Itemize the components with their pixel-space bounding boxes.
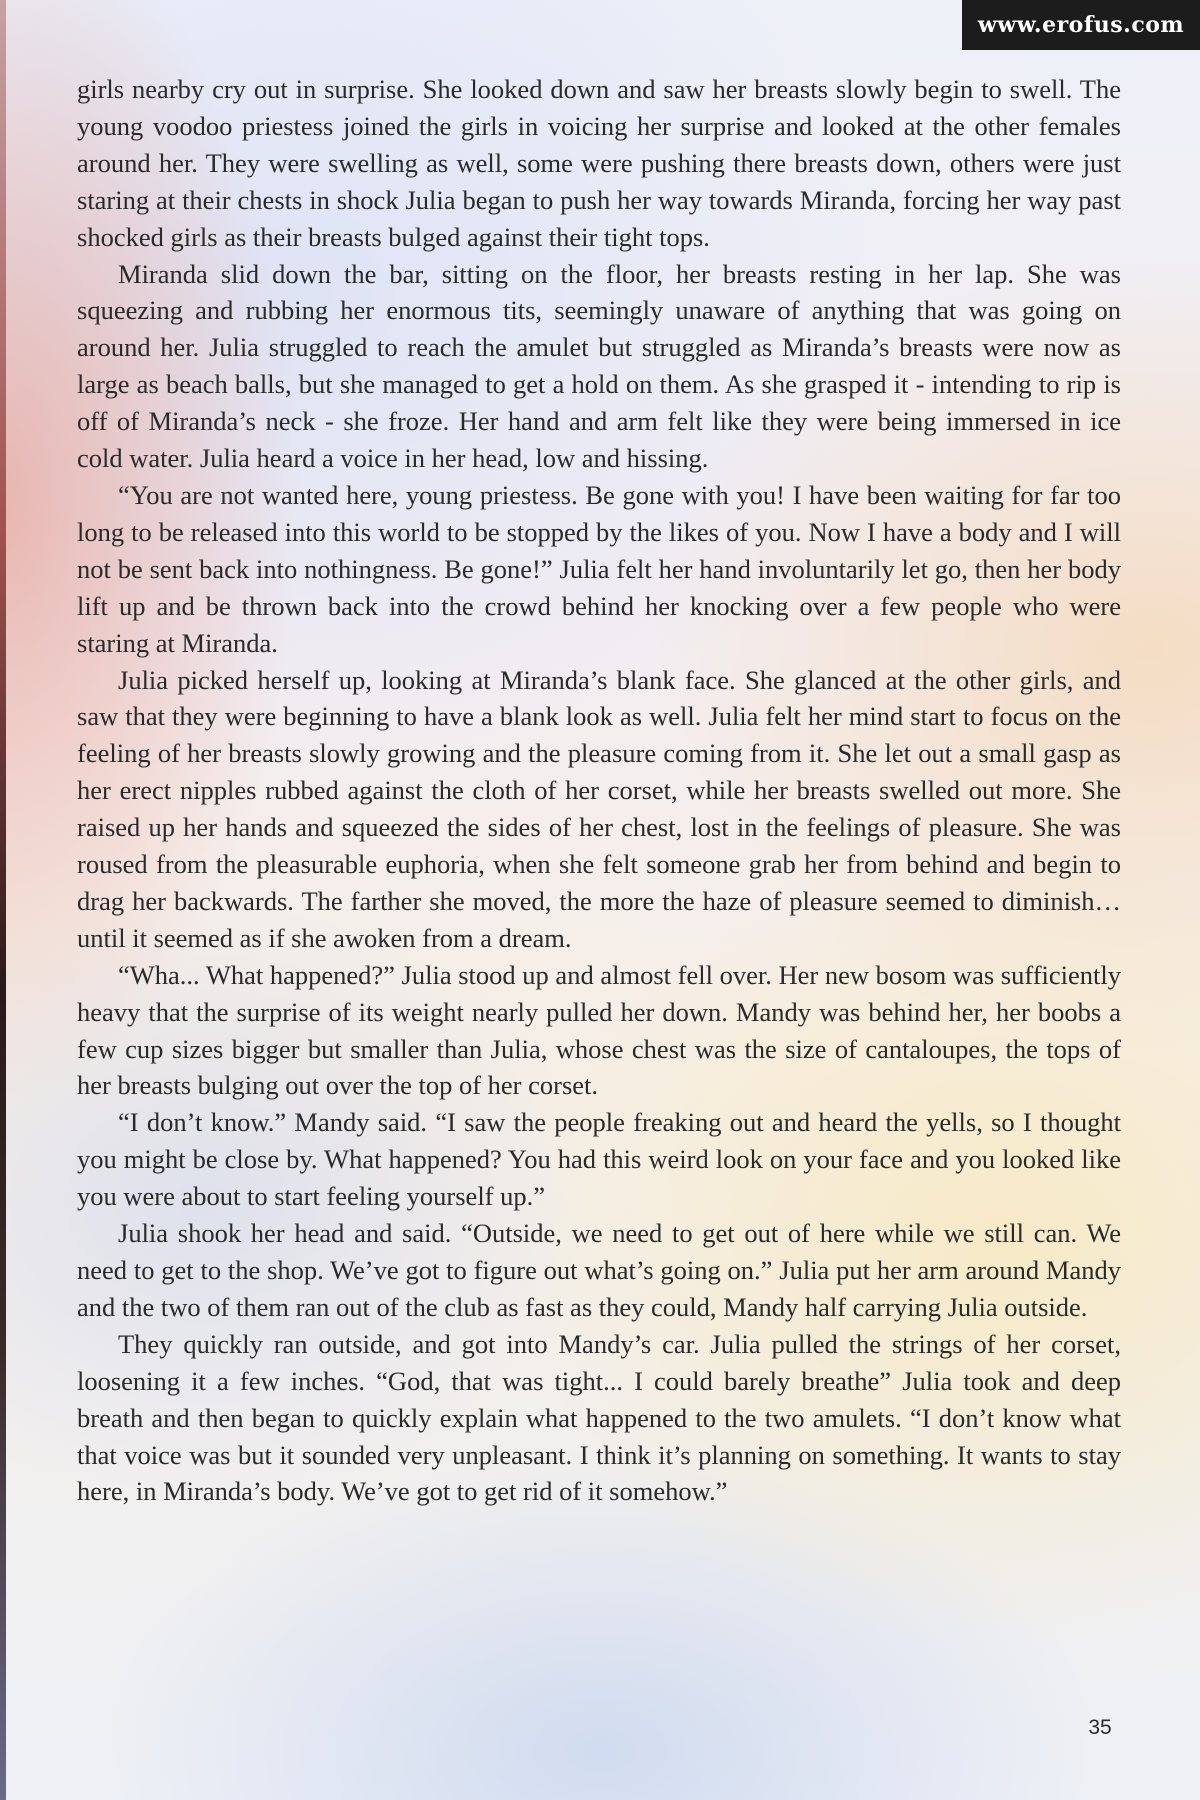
watermark-label: www.erofus.com xyxy=(962,0,1200,50)
page-number: 35 xyxy=(1088,1716,1112,1739)
paragraph-7: Julia shook her head and said. “Outside, we need to get out of here while we still can. We need to get to the shop. We’ve got to figure out what’s going on.” Julia put her arm around Mandy and the two of them ran out of the club as fast as they could, Mandy half carrying Julia outside. xyxy=(77,1218,1121,1322)
paragraph-2: Miranda slid down the bar, sitting on the floor, her breasts resting in her lap. She was squeezing and rubbing her enormous tits, seemingly unaware of anything that was going on around her. Julia struggled to reach the amulet but struggled as Miranda’s breasts were now as large as beach balls, but she managed to get a hold on them. As she grasped it - intending to rip is off of Miranda’s neck - she froze. Her hand and arm felt like they were being immersed in ice cold water. Julia heard a voice in her head, low and hissing. xyxy=(77,258,1121,474)
paragraph-3: “You are not wanted here, young priestess. Be gone with you! I have been waiting for far too long to be released into this world to be stopped by the likes of you. Now I have a body and I will not be sent back into nothingness. Be gone!” Julia felt her hand involuntarily let go, then her body lift up and be thrown back into the crowd behind her knocking over a few people who were staring at Miranda. xyxy=(77,479,1121,658)
paragraph-6: “I don’t know.” Mandy said. “I saw the people freaking out and heard the yells, so I thought you might be close by. What happened? You had this weird look on your face and you looked like you were about to start feeling yourself up.” xyxy=(77,1107,1121,1212)
paragraph-8: They quickly ran outside, and got into Mandy’s car. Julia pulled the strings of her corset, loosening it a few inches. “God, that was tight... I could barely breathe” Julia took and deep breath and then began to quickly explain what happened to the two amulets. “I don’t know what that voice was but it sounded very unpleasant. I think it’s planning on something. It wants to stay here, in Miranda’s body. We’ve got to get rid of it somehow.” xyxy=(77,1328,1121,1507)
paragraph-4: Julia picked herself up, looking at Miranda’s blank face. She glanced at the other girls, and saw that they were beginning to have a blank look as well. Julia felt her mind start to focus on the feeling of her breasts slowly growing and the pleasure coming from it. She let out a small gasp as her erect nipples rubbed against the cloth of her corset, while her breasts swelled out more. She raised up her hands and squeezed the sides of her chest, lost in the feelings of pleasure. She was roused from the pleasurable euphoria, when she felt someone grab her from behind and begin to drag her backwards. The farther she moved, the more the haze of pleasure seemed to diminish… until it seemed as if she awoken from a dream. xyxy=(77,664,1121,953)
paragraph-1: girls nearby cry out in surprise. She looked down and saw her breasts slowly begin to swell. The young voodoo priestess joined the girls in voicing her surprise and looked at the other females around her. They were swelling as well, some were pushing there breasts down, others were just staring at their chests in shock Julia began to push her way towards Miranda, forcing her way past shocked girls as their breasts bulged against their tight tops. xyxy=(77,74,1121,252)
story-text-block xyxy=(77,71,1121,1510)
page-edge-decoration xyxy=(0,0,6,1800)
paragraph-5: “Wha... What happened?” Julia stood up and almost fell over. Her new bosom was sufficiently heavy that the surprise of its weight nearly pulled her down. Mandy was behind her, her boobs a few cup sizes bigger but smaller than Julia, whose chest was the size of cantaloupes, the tops of her breasts bulging out over the top of her corset. xyxy=(77,959,1121,1101)
